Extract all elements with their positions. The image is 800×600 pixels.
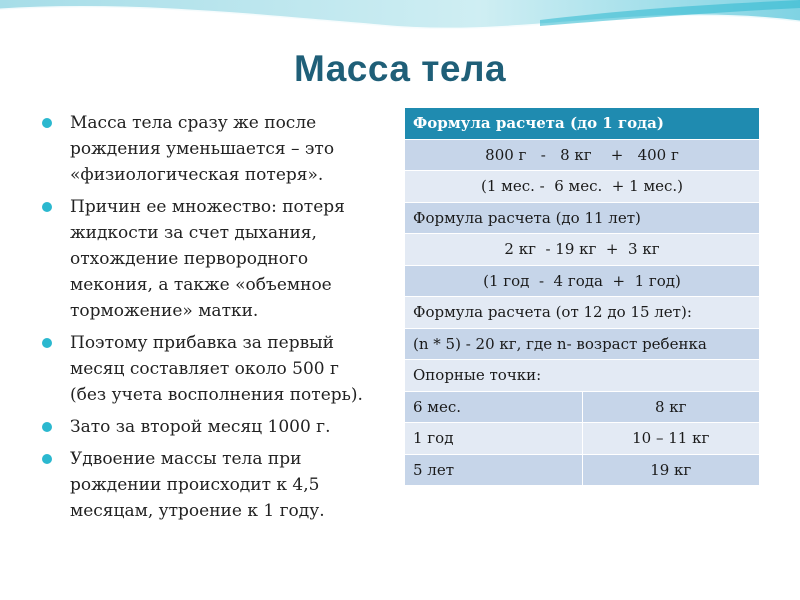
table-header-row bbox=[405, 108, 760, 140]
age-cell: 5 лет bbox=[405, 454, 583, 486]
bullet-item bbox=[42, 330, 377, 408]
table-row bbox=[405, 234, 760, 266]
slide-title: Масса тела bbox=[293, 48, 507, 89]
bullet-item bbox=[42, 446, 377, 524]
bullet-icon bbox=[42, 118, 52, 128]
bullet-item bbox=[42, 194, 377, 324]
formula-infant-range-cell: (1 мес. - 6 мес. + 1 мес.) bbox=[405, 171, 760, 203]
formula-teen-heading-cell: Формула расчета (от 12 до 15 лет): bbox=[405, 297, 760, 329]
bullet-icon bbox=[42, 202, 52, 212]
table-row bbox=[405, 328, 760, 360]
table-row bbox=[405, 391, 760, 423]
bullet-text: Удвоение массы тела при рождении происходит к 4,5 месяцам, утроение к 1 году. bbox=[70, 449, 325, 521]
table-row bbox=[405, 202, 760, 234]
table-row bbox=[405, 360, 760, 392]
bullet-text: Поэтому прибавка за первый месяц составляет около 500 г (без учета восполнения потерь). bbox=[70, 333, 363, 405]
formula-teen-cell: (n * 5) - 20 кг, где n- возраст ребенка bbox=[405, 328, 760, 360]
table-row bbox=[405, 171, 760, 203]
bullet-text: Зато за второй месяц 1000 г. bbox=[70, 417, 331, 437]
bullet-item bbox=[42, 110, 377, 188]
reference-points-heading-cell: Опорные точки: bbox=[405, 360, 760, 392]
age-cell: 1 год bbox=[405, 423, 583, 455]
table-row bbox=[405, 297, 760, 329]
table-row bbox=[405, 139, 760, 171]
mass-cell: 8 кг bbox=[582, 391, 760, 423]
mass-cell: 19 кг bbox=[582, 454, 760, 486]
formula-child-heading-cell: Формула расчета (до 11 лет) bbox=[405, 202, 760, 234]
formula-table bbox=[404, 107, 760, 486]
bullet-icon bbox=[42, 454, 52, 464]
bullet-list bbox=[42, 110, 377, 530]
formula-infant-cell: 800 г - 8 кг + 400 г bbox=[405, 139, 760, 171]
table-row bbox=[405, 423, 760, 455]
bullet-icon bbox=[42, 338, 52, 348]
bullet-text: Причин ее множество: потеря жидкости за счет дыхания, отхождение первородного мекония, а также «объемное торможение» матки. bbox=[70, 197, 345, 321]
bullet-text: Масса тела сразу же после рождения уменьшается – это «физиологическая потеря». bbox=[70, 113, 335, 185]
table-header-cell: Формула расчета (до 1 года) bbox=[405, 108, 760, 140]
mass-cell: 10 – 11 кг bbox=[582, 423, 760, 455]
bullet-item bbox=[42, 414, 377, 440]
formula-child-cell: 2 кг - 19 кг + 3 кг bbox=[405, 234, 760, 266]
bullet-icon bbox=[42, 422, 52, 432]
table-row bbox=[405, 454, 760, 486]
formula-child-range-cell: (1 год - 4 года + 1 год) bbox=[405, 265, 760, 297]
age-cell: 6 мес. bbox=[405, 391, 583, 423]
table-row bbox=[405, 265, 760, 297]
